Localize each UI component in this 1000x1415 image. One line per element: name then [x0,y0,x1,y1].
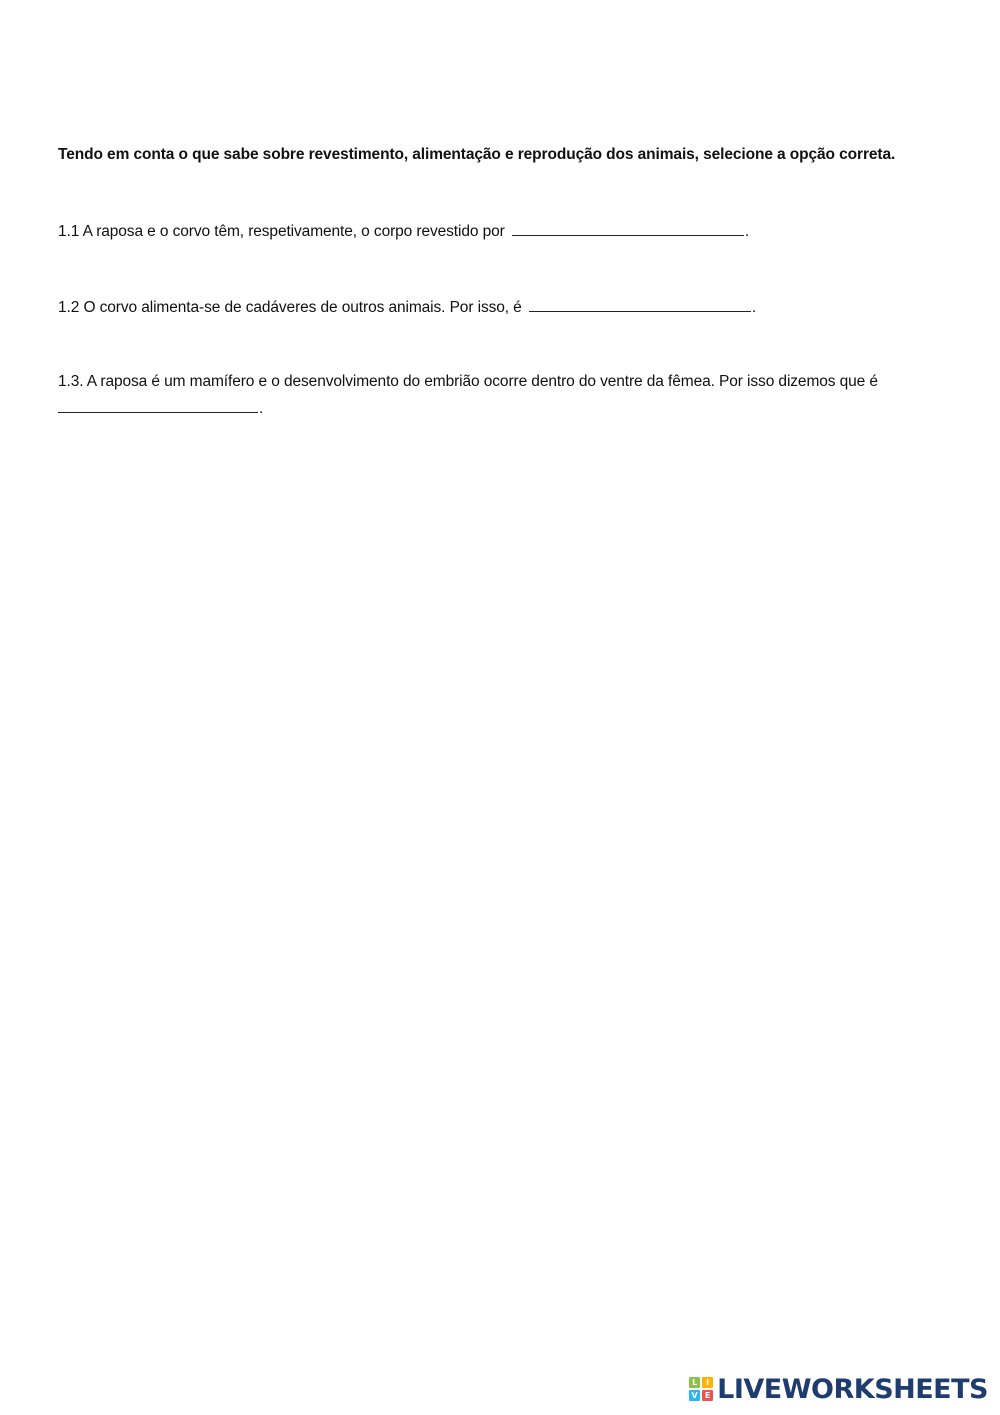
logo-mark-letter: E [702,1390,713,1401]
question-1-2 [58,294,973,321]
logo-text: LIVEWORKSHEETS [717,1373,988,1405]
question-1-3 [58,369,973,422]
logo-mark-icon [689,1377,713,1401]
logo-mark-letter: I [702,1377,713,1388]
answer-blank-1-3[interactable] [58,395,258,413]
question-1-1-text: 1.1 A raposa e o corvo têm, respetivamente, o corpo revestido por [58,223,505,240]
question-1-3-text: 1.3. A raposa é um mamífero e o desenvolvimento do embrião ocorre dentro do ventre da fêmea. Por isso dizemos que é [58,373,878,390]
answer-blank-1-1[interactable] [512,218,744,236]
question-1-1-end: . [744,223,750,240]
question-1-2-text: 1.2 O corvo alimenta-se de cadáveres de outros animais. Por isso, é [58,299,522,316]
question-1-2-end: . [751,299,757,316]
logo-mark-letter: V [689,1390,700,1401]
liveworksheets-logo [689,1371,988,1407]
answer-blank-1-2[interactable] [529,294,751,312]
question-1-3-end: . [259,400,264,417]
logo-mark-letter: L [689,1377,700,1388]
question-1-1 [58,218,973,245]
instruction-heading: Tendo em conta o que sabe sobre revestimento, alimentação e reprodução dos animais, selecione a opção correta. [58,146,896,163]
